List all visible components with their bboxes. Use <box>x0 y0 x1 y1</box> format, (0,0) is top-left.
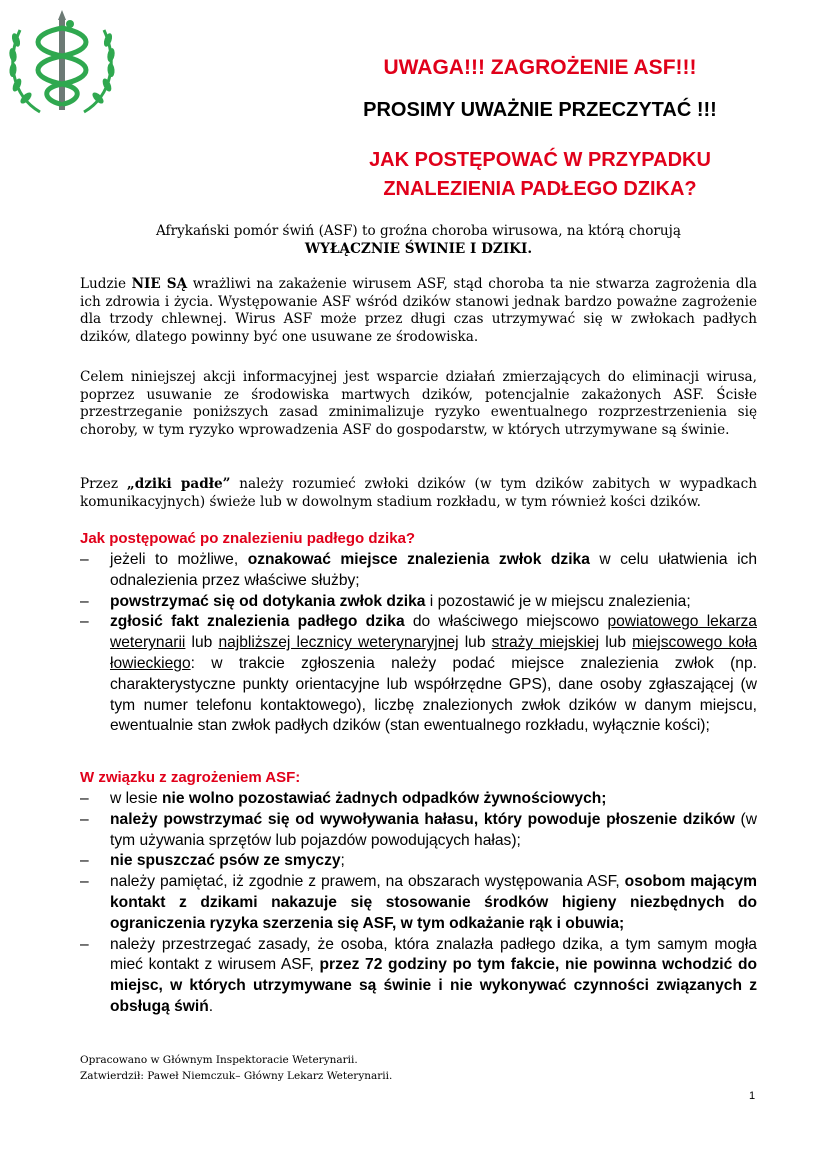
item-text: lub <box>458 634 492 652</box>
item-text-bold: przez 72 godziny po tym fakcie, nie powinna wchodzić do miejsc, w których utrzymywane są świnie i nie wykonywać czynności związanych z obsługą świń <box>110 956 757 1015</box>
footer-prepared-by: Opracowano w Głównym Inspektoracie Weterynarii. <box>80 1054 358 1066</box>
p3-text-bold: „dziki padłe” <box>126 476 231 492</box>
item-text-bold: oznakować miejsce znalezienia zwłok dzika <box>247 551 590 568</box>
contact-city-guard: straży miejskiej <box>491 634 600 652</box>
list-item <box>80 872 757 934</box>
headline-read-carefully: PROSIMY UWAŻNIE PRZECZYTAĆ !!! <box>363 99 717 121</box>
item-text: lub <box>185 634 219 652</box>
list-dash: – <box>80 790 89 807</box>
item-text: w lesie <box>110 790 162 807</box>
section-title-asf-threat: W związku z zagrożeniem ASF: <box>80 769 301 786</box>
item-text-bold: zgłosić fakt znalezienia padłego dzika <box>110 613 405 631</box>
veterinary-inspection-logo <box>0 0 124 124</box>
item-text: jeżeli to możliwe, <box>110 551 248 568</box>
footer-approved-by: Zatwierdził: Paweł Niemczuk– Główny Lekarz Weterynarii. <box>80 1070 393 1082</box>
item-text: należy pamiętać, iż zgodnie z prawem, na obszarach występowania ASF, <box>110 873 625 891</box>
item-text-bold: nie wolno pozostawiać żadnych odpadków żywnościowych; <box>162 790 607 807</box>
contact-vet-district: powiatowego lekarza weterynarii <box>110 613 757 652</box>
list-dash: – <box>80 935 89 953</box>
list-item <box>80 789 757 810</box>
list-item <box>80 851 757 872</box>
headline-warning: UWAGA!!! ZAGROŻENIE ASF!!! <box>383 56 697 79</box>
paragraph-people <box>80 276 757 346</box>
intro-paragraph <box>80 223 757 258</box>
headline-question-line1: JAK POSTĘPOWAĆ W PRZYPADKU <box>369 149 711 171</box>
list-dash: – <box>80 810 89 828</box>
p1-text-a: Ludzie <box>80 276 132 292</box>
list-item <box>80 550 757 592</box>
list-dash: – <box>80 592 89 610</box>
p3-text-c: należy rozumieć zwłoki dzików (w tym dzików zabitych w wypadkach komunikacyjnych) świeże lub w dowolnym stadium rozkładu, w tym również kości dzików. <box>80 476 758 510</box>
item-text-bold: nie spuszczać psów ze smyczy <box>110 852 341 870</box>
list-dash: – <box>80 873 89 891</box>
item-text: do właściwego miejscowo <box>404 613 608 631</box>
list-item <box>80 612 757 737</box>
item-text: lub <box>599 634 633 652</box>
item-text-bold: osobom mającym kontakt z dzikami nakazuje się stosowanie środków higieny niezbędnych do ograniczenia ryzyka szerzenia się ASF, w tym odkażanie rąk i obuwia; <box>110 873 757 932</box>
list-dash: – <box>80 551 89 568</box>
item-text: . <box>208 997 214 1015</box>
headline-question <box>270 146 810 204</box>
contact-hunting-club: miejscowego koła łowieckiego <box>110 634 757 672</box>
p1-text-c: wrażliwi na zakażenie wirusem ASF, stąd choroba ta nie stwarza zagrożenia dla ich zdrowia i życia. Występowanie ASF wśród dzików stanowi jednak bardzo poważne zagrożenie dla trzody chlewnej. Wirus ASF może przez długi czas utrzymywać się w zwłokach padłych dzików, dlatego powinny być one usuwane ze środowiska. <box>80 276 758 345</box>
item-text-bold: powstrzymać się od dotykania zwłok dzika <box>110 592 426 610</box>
list-item <box>80 592 757 613</box>
item-text-bold: należy powstrzymać się od wywoływania hałasu, który powoduje płoszenie dzików <box>110 810 735 828</box>
headline-question-line2: ZNALEZIENIA PADŁEGO DZIKA? <box>383 178 697 200</box>
item-text: (w tym używania sprzętów lub pojazdów powodujących hałas); <box>110 810 757 849</box>
list-what-to-do <box>80 550 757 737</box>
paragraph-definition <box>80 476 757 511</box>
item-text: ; <box>340 852 345 870</box>
section-title-what-to-do: Jak postępować po znalezieniu padłego dzika? <box>80 530 416 547</box>
contact-vet-clinic: najbliższej lecznicy weterynaryjnej <box>218 634 459 652</box>
item-text: i pozostawić je w miejscu znalezienia; <box>425 592 691 610</box>
list-dash: – <box>80 852 89 870</box>
item-text: : w trakcie zgłoszenia należy podać miejsce znalezienia zwłok (np. charakterystyczne punkty orientacyjne lub współrzędne GPS), dane osoby zgłaszającej (w tym numer telefonu kontaktowego), liczbę znalezionych zwłok dzików w danym miejscu, ewentualnie stan zwłok padłych dzików (stan ewentualnego rozkładu, wyłącznie kości); <box>110 654 757 735</box>
footer <box>80 1052 392 1084</box>
list-item <box>80 810 757 852</box>
item-text: należy przestrzegać zasady, że osoba, która znalazła padłego dzika, a tym samym mogła mieć kontakt z wirusem ASF, <box>110 935 757 974</box>
paragraph-purpose: Celem niniejszej akcji informacyjnej jest wsparcie działań zmierzających do eliminacji wirusa, poprzez usuwanie ze środowiska martwych dzików, potencjalnie zakażonych ASF. Ścisłe przestrzeganie poniższych zasad zminimalizuje ryzyko ewentualnego rozprzestrzenienia się choroby, w tym ryzyko wprowadzenia ASF do gospodarstw, w których utrzymywane są świnie. <box>80 369 757 438</box>
list-item <box>80 935 757 1018</box>
intro-line1: Afrykański pomór świń (ASF) to groźna choroba wirusowa, na którą chorują <box>155 223 682 239</box>
item-text: w celu ułatwienia ich odnalezienia przez właściwe służby; <box>110 551 758 589</box>
p1-text-bold: NIE SĄ <box>131 276 188 292</box>
intro-line2: WYŁĄCZNIE ŚWINIE I DZIKI. <box>304 240 533 257</box>
page-number: 1 <box>749 1090 756 1102</box>
list-dash: – <box>80 613 89 631</box>
list-asf-rules <box>80 789 757 1018</box>
p3-text-a: Przez <box>80 476 127 492</box>
